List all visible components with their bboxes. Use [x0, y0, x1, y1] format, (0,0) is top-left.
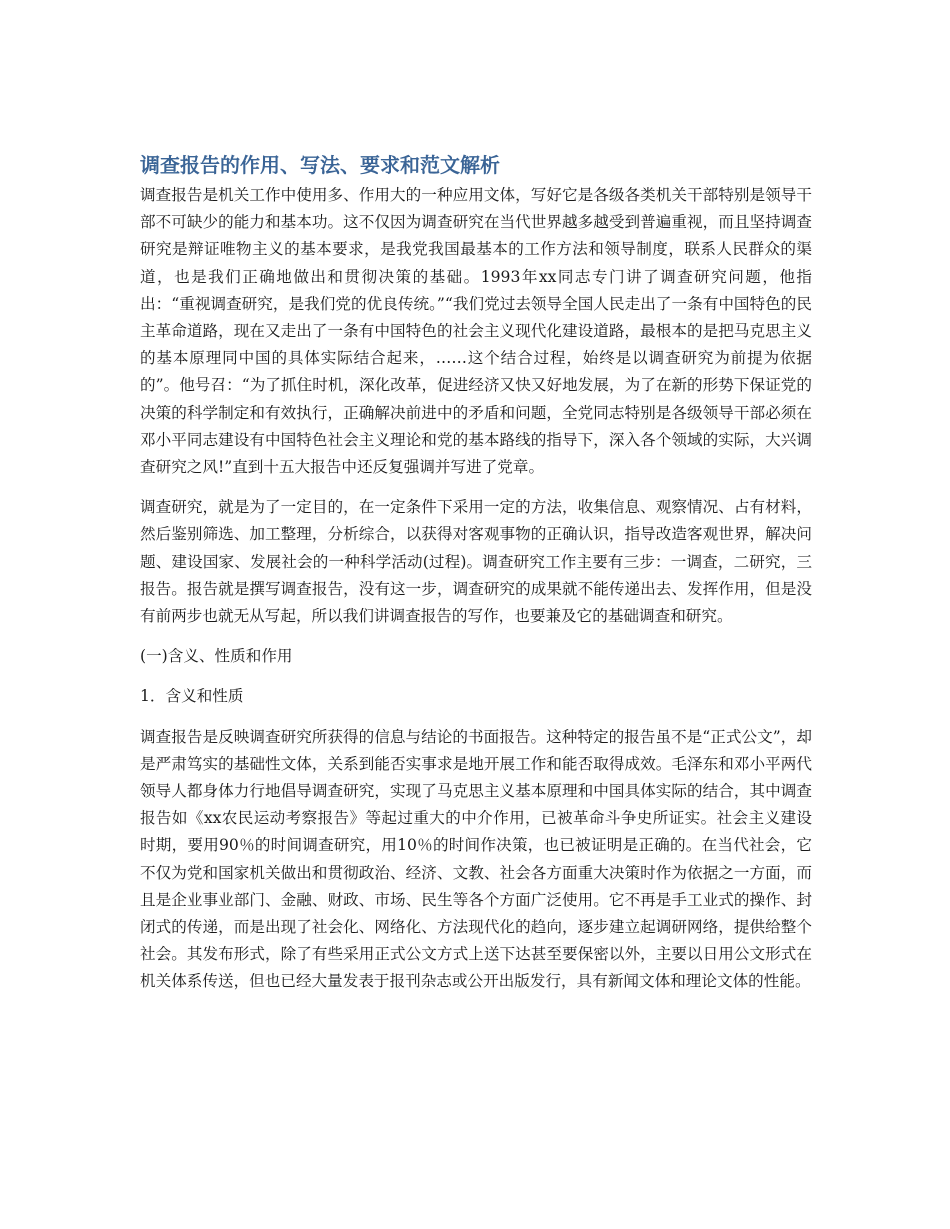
- body-paragraph-1: 调查报告是机关工作中使用多、作用大的一种应用文体，写好它是各级各类机关干部特别是领导干部不可缺少的能力和基本功。这不仅因为调查研究在当代世界越多越受到普遍重视，而且坚持调查研究是辩证唯物主义的基本要求，是我党我国最基本的工作方法和领导制度，联系人民群众的渠道，也是我们正确地做出和贯彻决策的基础。1993年xx同志专门讲了调查研究问题，他指出：“重视调查研究，是我们党的优良传统。”“我们党过去领导全国人民走出了一条有中国特色的民主革命道路，现在又走出了一条有中国特色的社会主义现代化建设道路，最根本的是把马克思主义的基本原理同中国的具体实际结合起来，……这个结合过程，始终是以调查研究为前提为依据的”。他号召：“为了抓住时机，深化改革，促进经济又快又好地发展，为了在新的形势下保证党的决策的科学制定和有效执行，正确解决前进中的矛盾和问题，全党同志特别是各级领导干部必须在邓小平同志建设有中国特色社会主义理论和党的基本路线的指导下，深入各个领域的实际，大兴调查研究之风!”直到十五大报告中还反复强调并写进了党章。: [140, 186, 812, 477]
- body-paragraph-3: 调查报告是反映调查研究所获得的信息与结论的书面报告。这种特定的报告虽不是“正式公文”，却是严肃笃实的基础性文体，关系到能否实事求是地开展工作和能否取得成效。毛泽东和邓小平两代领导人都身体力行地倡导调查研究，实现了马克思主义基本原理和中国具体实际的结合，其中调查报告如《xx农民运动考察报告》等起过重大的中介作用，已被革命斗争史所证实。社会主义建设时期，要用90％的时间调查研究，用10％的时间作决策，也已被证明是正确的。在当代社会，它不仅为党和国家机关做出和贯彻政治、经济、文教、社会各方面重大决策时作为依据之一方面，而且是企业事业部门、金融、财政、市场、民生等各个方面广泛使用。它不再是手工业式的操作、封闭式的传递，而是出现了社会化、网络化、方法现代化的趋向，逐步建立起调研网络，提供给整个社会。其发布形式，除了有些采用正式公文方式上送下达甚至要保密以外，主要以日用公文形式在机关体系传送，但也已经大量发表于报刊杂志或公开出版发行，具有新闻文体和理论文体的性能。: [140, 727, 812, 991]
- subsection-heading: 1．含义和性质: [140, 687, 244, 706]
- document-page: [140, 150, 812, 1009]
- document-title: 调查报告的作用、写法、要求和范文解析: [140, 153, 500, 177]
- body-paragraph-2: 调查研究，就是为了一定目的，在一定条件下采用一定的方法，收集信息、观察情况、占有材料，然后鉴别筛选、加工整理，分析综合，以获得对客观事物的正确认识，指导改造客观世界，解决问题、建设国家、发展社会的一种科学活动(过程)。调查研究工作主要有三步：一调查，二研究，三报告。报告就是撰写调查报告，没有这一步，调查研究的成果就不能传递出去、发挥作用，但是没有前两步也就无从写起，所以我们讲调查报告的写作，也要兼及它的基础调查和研究。: [140, 498, 812, 626]
- section-heading: (一)含义、性质和作用: [140, 647, 293, 666]
